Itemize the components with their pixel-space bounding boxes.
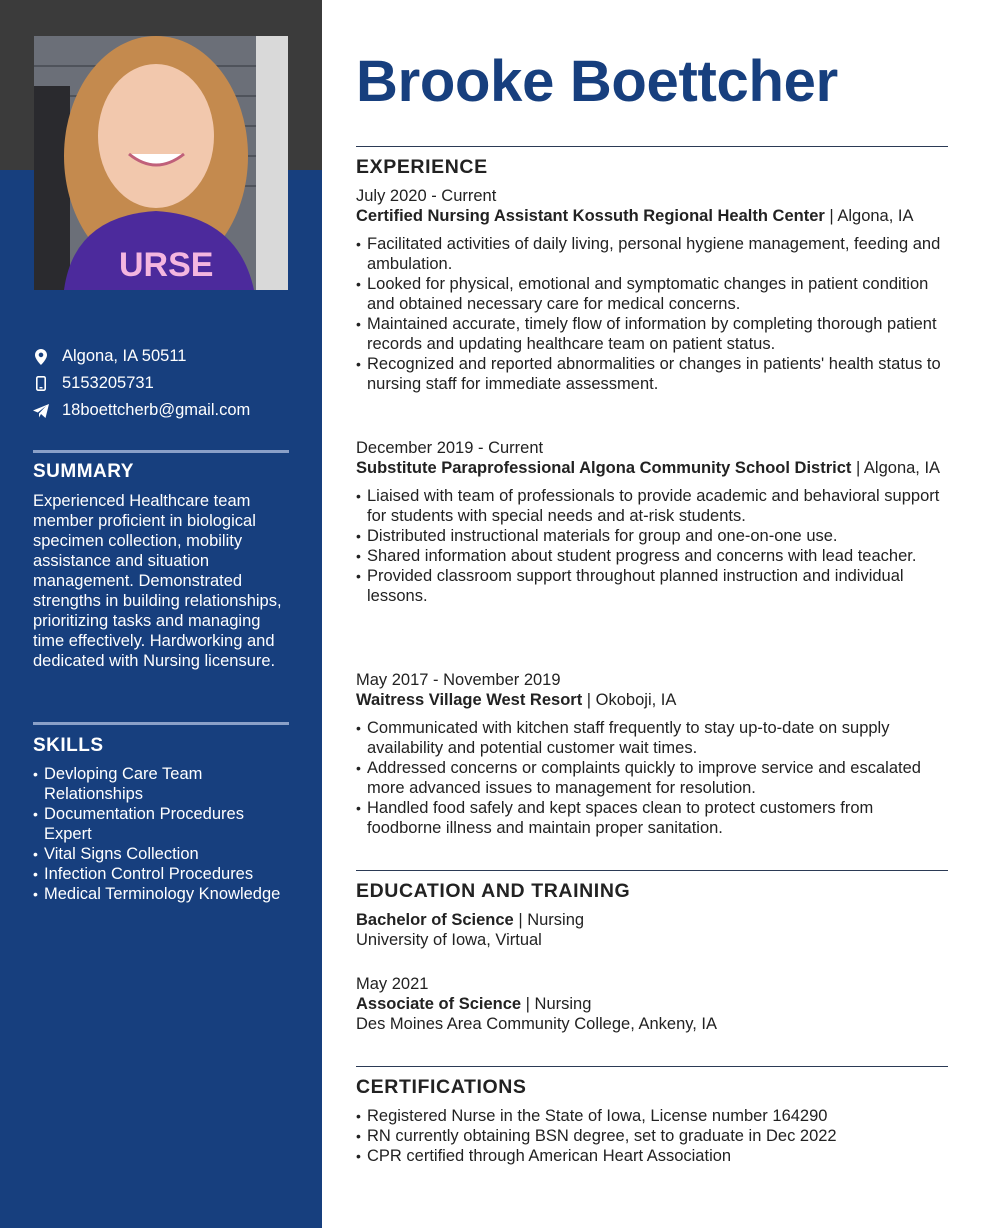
job-dates: July 2020 - Current (356, 187, 497, 205)
location-pin-icon (33, 349, 49, 365)
job-bullet: • Distributed instructional materials for group and one-on-one use. (356, 526, 948, 546)
job-location: Okoboji, IA (595, 691, 677, 709)
experience-entry (356, 438, 948, 606)
school: University of Iowa, Virtual (356, 931, 542, 949)
job-bullet: • Provided classroom support throughout planned instruction and individual lessons. (356, 566, 948, 606)
sidebar-divider (33, 722, 289, 725)
summary-heading: SUMMARY (33, 461, 134, 482)
paper-plane-icon (33, 403, 49, 419)
job-bullet: • Liaised with team of professionals to provide academic and behavioral support for students with special needs and at-risk students. (356, 486, 948, 526)
skills-list (33, 764, 289, 904)
education-heading: EDUCATION AND TRAINING (356, 880, 631, 902)
contact-phone (33, 370, 293, 397)
certifications-heading: CERTIFICATIONS (356, 1076, 527, 1098)
section-divider (356, 870, 948, 871)
job-location: Algona, IA (863, 459, 941, 477)
email-link[interactable]: 18boettcherb@gmail.com (62, 401, 251, 419)
job-title-line: Substitute Paraprofessional Algona Community School District | Algona, IA (356, 459, 941, 477)
job-bullet: • Handled food safely and kept spaces clean to protect customers from foodborne illness and maintain proper sanitation. (356, 798, 948, 838)
certification-item: • CPR certified through American Heart Association (356, 1146, 948, 1166)
job-bullet: • Facilitated activities of daily living, personal hygiene management, feeding and ambulation. (356, 234, 948, 274)
skills-heading: SKILLS (33, 735, 104, 756)
job-bullet: • Addressed concerns or complaints quickly to improve service and escalated more advanced issues to management for resolution. (356, 758, 948, 798)
job-location: Algona, IA (837, 207, 914, 225)
skill-item: • Medical Terminology Knowledge (33, 884, 289, 904)
job-dates: December 2019 - Current (356, 439, 544, 457)
experience-entry (356, 186, 948, 394)
job-bullet: • Looked for physical, emotional and symptomatic changes in patient condition and obtained necessary care for medical concerns. (356, 274, 948, 314)
contact-email[interactable] (33, 397, 293, 424)
education-date: May 2021 (356, 975, 429, 993)
job-bullets (356, 718, 948, 838)
degree-line: Bachelor of Science | Nursing (356, 911, 585, 929)
svg-text:URSE: URSE (119, 246, 214, 284)
contact-location (33, 343, 293, 370)
sidebar (0, 0, 322, 1228)
job-bullet: • Maintained accurate, timely flow of information by completing thorough patient records and updating healthcare team on patient status. (356, 314, 948, 354)
skill-item: • Devloping Care Team Relationships (33, 764, 289, 804)
skill-item: • Infection Control Procedures (33, 864, 289, 884)
phone-text: 5153205731 (62, 374, 154, 392)
section-divider (356, 146, 948, 147)
degree: Associate of Science (356, 995, 522, 1013)
experience-heading: EXPERIENCE (356, 156, 488, 178)
contact-info (33, 343, 293, 424)
degree-line: Associate of Science | Nursing (356, 995, 592, 1013)
job-dates: May 2017 - November 2019 (356, 671, 561, 689)
skill-item: • Vital Signs Collection (33, 844, 289, 864)
sidebar-divider (33, 450, 289, 453)
job-title: Substitute Paraprofessional Algona Community School District (356, 459, 852, 477)
certifications-list (356, 1106, 948, 1166)
certifications-entry (356, 1098, 948, 1166)
school: Des Moines Area Community College, Ankeny, IA (356, 1015, 718, 1033)
profile-photo (34, 36, 288, 290)
degree-field: Nursing (527, 911, 585, 929)
job-title: Certified Nursing Assistant Kossuth Regional Health Center (356, 207, 825, 225)
location-text: Algona, IA 50511 (62, 347, 187, 365)
job-bullet: • Recognized and reported abnormalities or changes in patients' health status to nursing staff for immediate assessment. (356, 354, 948, 394)
education-entry (356, 974, 948, 1034)
job-bullet: • Communicated with kitchen staff frequently to stay up-to-date on supply availability and potential customer wait times. (356, 718, 948, 758)
job-title-line: Waitress Village West Resort | Okoboji, IA (356, 691, 677, 709)
job-title-line: Certified Nursing Assistant Kossuth Regional Health Center | Algona, IA (356, 207, 914, 225)
degree-field: Nursing (534, 995, 592, 1013)
degree: Bachelor of Science (356, 911, 514, 929)
certification-item: • RN currently obtaining BSN degree, set to graduate in Dec 2022 (356, 1126, 948, 1146)
experience-entry (356, 670, 948, 838)
certification-item: • Registered Nurse in the State of Iowa, License number 164290 (356, 1106, 948, 1126)
candidate-name: Brooke Boettcher (356, 49, 838, 114)
job-bullet: • Shared information about student progress and concerns with lead teacher. (356, 546, 948, 566)
skill-item: • Documentation Procedures Expert (33, 804, 289, 844)
education-entry (356, 910, 948, 950)
job-bullets (356, 234, 948, 394)
job-bullets (356, 486, 948, 606)
job-title: Waitress Village West Resort (356, 691, 583, 709)
section-divider (356, 1066, 948, 1067)
mobile-phone-icon (33, 376, 49, 392)
summary-text: Experienced Healthcare team member proficient in biological specimen collection, mobility assistance and situation management. Demonstrated strengths in building relationships, prioritizing tasks and managing time effectively. Hardworking and dedicated with Nursing licensure. (33, 492, 282, 670)
